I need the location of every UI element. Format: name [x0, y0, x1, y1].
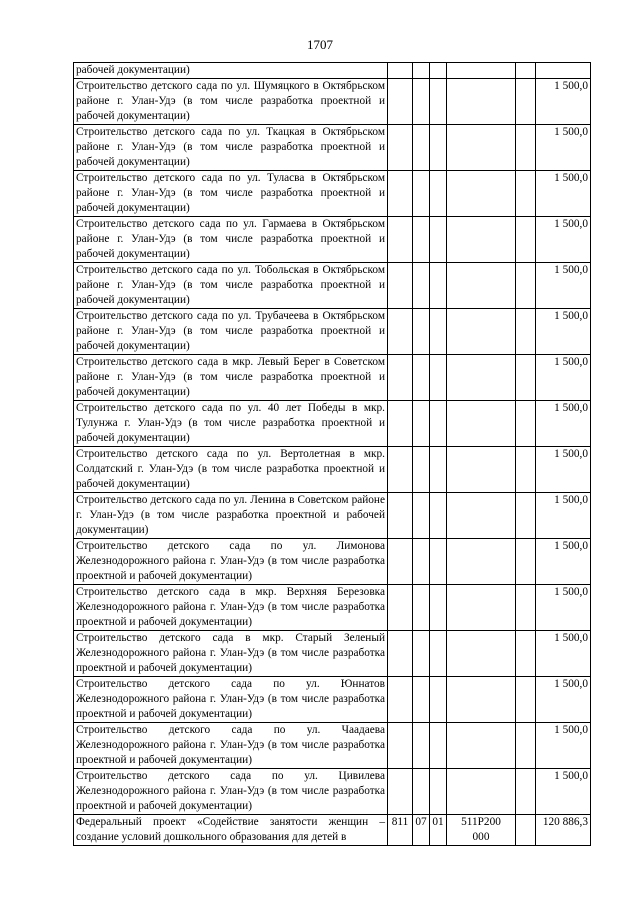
code-cell [413, 217, 430, 263]
code-cell [430, 171, 447, 217]
code-cell [430, 493, 447, 539]
row-name: Федеральный проект «Содействие занятости женщин – создание условий дошкольного образования для детей в [74, 815, 388, 846]
row-amount: 1 500,0 [536, 769, 591, 815]
code-cell [413, 79, 430, 125]
row-amount: 1 500,0 [536, 79, 591, 125]
code-cell [388, 309, 413, 355]
code-cell [430, 401, 447, 447]
code-cell [430, 263, 447, 309]
code-cell [447, 493, 516, 539]
row-name: Строительство детского сада по ул. Шумяцкого в Октябрьском районе г. Улан-Удэ (в том числе разработка проектной и рабочей документации) [74, 79, 388, 125]
code-cell [388, 355, 413, 401]
table-row [74, 63, 591, 79]
table-row [74, 355, 591, 401]
table-row [74, 493, 591, 539]
code-cell [388, 401, 413, 447]
code-cell [447, 217, 516, 263]
table-row [74, 217, 591, 263]
code-cell [413, 677, 430, 723]
code-cell [430, 63, 447, 79]
code-cell [430, 539, 447, 585]
table-row [74, 585, 591, 631]
section-code: 07 [413, 815, 430, 846]
code-cell [430, 677, 447, 723]
table-row [74, 677, 591, 723]
expense-type-code [516, 815, 536, 846]
code-cell [447, 401, 516, 447]
code-cell [447, 263, 516, 309]
code-cell [413, 493, 430, 539]
admin-code: 811 [388, 815, 413, 846]
table-row [74, 723, 591, 769]
code-cell [388, 723, 413, 769]
row-amount: 1 500,0 [536, 355, 591, 401]
code-cell [447, 171, 516, 217]
code-cell [388, 63, 413, 79]
code-cell [447, 63, 516, 79]
code-cell [413, 447, 430, 493]
code-cell [516, 769, 536, 815]
row-name: Строительство детского сада по ул. Тобольская в Октябрьском районе г. Улан-Удэ (в том числе разработка проектной и рабочей документации) [74, 263, 388, 309]
row-name: Строительство детского сада в мкр. Левый Берег в Советском районе г. Улан-Удэ (в том числе разработка проектной и рабочей документации) [74, 355, 388, 401]
row-name: Строительство детского сада по ул. Трубачеева в Октябрьском районе г. Улан-Удэ (в том числе разработка проектной и рабочей документации) [74, 309, 388, 355]
code-cell [516, 355, 536, 401]
code-cell [388, 769, 413, 815]
code-cell [516, 677, 536, 723]
row-amount: 1 500,0 [536, 631, 591, 677]
page-number: 1707 [307, 37, 333, 52]
row-amount: 1 500,0 [536, 401, 591, 447]
code-cell [516, 401, 536, 447]
code-cell [388, 217, 413, 263]
code-cell [447, 631, 516, 677]
code-cell [413, 125, 430, 171]
code-cell [413, 539, 430, 585]
row-name: Строительство детского сада в мкр. Верхняя Березовка Железнодорожного района г. Улан-Удэ (в том числе разработка проектной и рабочей документации) [74, 585, 388, 631]
code-cell [430, 585, 447, 631]
row-amount: 1 500,0 [536, 263, 591, 309]
table-row [74, 447, 591, 493]
table-row [74, 539, 591, 585]
code-cell [388, 677, 413, 723]
row-name: Строительство детского сада по ул. Лимонова Железнодорожного района г. Улан-Удэ (в том числе разработка проектной и рабочей документации) [74, 539, 388, 585]
row-amount: 1 500,0 [536, 447, 591, 493]
code-cell [388, 125, 413, 171]
code-cell [516, 447, 536, 493]
code-cell [447, 585, 516, 631]
row-amount: 1 500,0 [536, 677, 591, 723]
code-cell [413, 63, 430, 79]
code-cell [516, 539, 536, 585]
code-cell [447, 539, 516, 585]
code-cell [516, 493, 536, 539]
table-row [74, 769, 591, 815]
code-cell [516, 309, 536, 355]
row-name: Строительство детского сада по ул. Гармаева в Октябрьском районе г. Улан-Удэ (в том числе разработка проектной и рабочей документации) [74, 217, 388, 263]
row-name: Строительство детского сада по ул. Вертолетная в мкр. Солдатский г. Улан-Удэ (в том числе разработка проектной и рабочей документации) [74, 447, 388, 493]
table-row [74, 171, 591, 217]
row-name: Строительство детского сада по ул. Чаадаева Железнодорожного района г. Улан-Удэ (в том числе разработка проектной и рабочей документации) [74, 723, 388, 769]
budget-table [73, 62, 591, 846]
table-row [74, 125, 591, 171]
target-code: 511P200 000 [447, 815, 516, 846]
code-cell [430, 309, 447, 355]
subsection-code: 01 [430, 815, 447, 846]
code-cell [447, 309, 516, 355]
row-name: Строительство детского сада по ул. Юннатов Железнодорожного района г. Улан-Удэ (в том числе разработка проектной и рабочей документации) [74, 677, 388, 723]
row-name: Строительство детского сада по ул. Ленина в Советском районе г. Улан-Удэ (в том числе разработка проектной и рабочей документации) [74, 493, 388, 539]
code-cell [413, 355, 430, 401]
code-cell [516, 263, 536, 309]
code-cell [447, 79, 516, 125]
code-cell [516, 723, 536, 769]
code-cell [430, 723, 447, 769]
code-cell [413, 171, 430, 217]
table-row [74, 631, 591, 677]
table-row [74, 79, 591, 125]
row-amount: 1 500,0 [536, 585, 591, 631]
code-cell [413, 769, 430, 815]
code-cell [388, 263, 413, 309]
code-cell [430, 217, 447, 263]
budget-table-body [74, 63, 591, 846]
table-row [74, 401, 591, 447]
code-cell [413, 723, 430, 769]
code-cell [447, 125, 516, 171]
code-cell [447, 447, 516, 493]
code-cell [430, 125, 447, 171]
table-row [74, 309, 591, 355]
row-name: Строительство детского сада по ул. Ткацкая в Октябрьском районе г. Улан-Удэ (в том числе разработка проектной и рабочей документации) [74, 125, 388, 171]
table-row-federal [74, 815, 591, 846]
code-cell [430, 79, 447, 125]
row-amount: 1 500,0 [536, 723, 591, 769]
code-cell [516, 125, 536, 171]
code-cell [413, 585, 430, 631]
code-cell [388, 631, 413, 677]
code-cell [447, 769, 516, 815]
code-cell [516, 631, 536, 677]
code-cell [388, 447, 413, 493]
code-cell [413, 309, 430, 355]
row-name: Строительство детского сада по ул. Туласва в Октябрьском районе г. Улан-Удэ (в том числе разработка проектной и рабочей документации) [74, 171, 388, 217]
row-amount: 1 500,0 [536, 539, 591, 585]
code-cell [516, 585, 536, 631]
row-amount: 1 500,0 [536, 309, 591, 355]
row-name: рабочей документации) [74, 63, 388, 79]
row-amount [536, 63, 591, 79]
code-cell [388, 79, 413, 125]
row-name: Строительство детского сада по ул. 40 лет Победы в мкр. Тулунжа г. Улан-Удэ (в том числе разработка проектной и рабочей документации) [74, 401, 388, 447]
row-name: Строительство детского сада в мкр. Старый Зеленый Железнодорожного района г. Улан-Удэ (в том числе разработка проектной и рабочей документации) [74, 631, 388, 677]
code-cell [447, 723, 516, 769]
code-cell [516, 171, 536, 217]
code-cell [413, 263, 430, 309]
row-amount: 120 886,3 [536, 815, 591, 846]
code-cell [430, 631, 447, 677]
code-cell [516, 79, 536, 125]
code-cell [388, 539, 413, 585]
row-amount: 1 500,0 [536, 217, 591, 263]
row-amount: 1 500,0 [536, 171, 591, 217]
code-cell [413, 401, 430, 447]
code-cell [447, 355, 516, 401]
code-cell [388, 585, 413, 631]
row-name: Строительство детского сада по ул. Цивилева Железнодорожного района г. Улан-Удэ (в том числе разработка проектной и рабочей документации) [74, 769, 388, 815]
row-amount: 1 500,0 [536, 125, 591, 171]
code-cell [447, 677, 516, 723]
code-cell [413, 631, 430, 677]
code-cell [388, 493, 413, 539]
code-cell [430, 769, 447, 815]
row-amount: 1 500,0 [536, 493, 591, 539]
table-row [74, 263, 591, 309]
code-cell [430, 355, 447, 401]
code-cell [430, 447, 447, 493]
code-cell [516, 63, 536, 79]
code-cell [516, 217, 536, 263]
code-cell [388, 171, 413, 217]
